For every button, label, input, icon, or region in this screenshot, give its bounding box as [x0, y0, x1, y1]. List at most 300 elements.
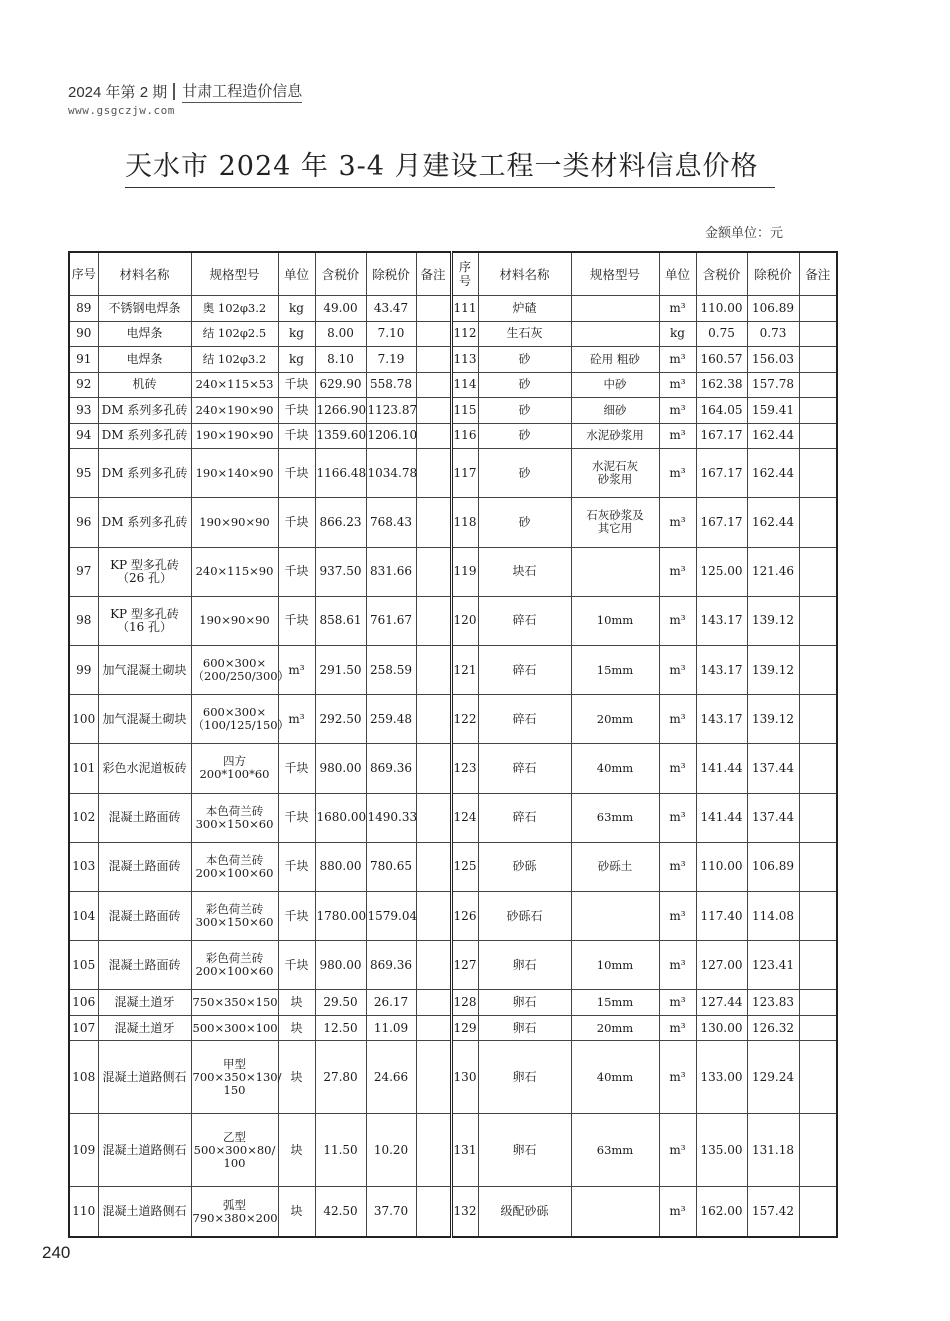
cell-spec: 15mm — [571, 645, 659, 694]
cell-seq: 108 — [69, 1041, 98, 1114]
cell-name: 不锈钢电焊条 — [98, 296, 191, 322]
cell-name: 混凝土路面砖 — [98, 891, 191, 940]
cell-name: DM 系列多孔砖 — [98, 423, 191, 449]
cell-seq: 117 — [451, 449, 478, 498]
cell-unit: m³ — [659, 296, 696, 322]
header-pretax-price-left: 除税价 — [366, 252, 416, 296]
cell-tax-price: 167.17 — [696, 498, 747, 547]
cell-unit: kg — [659, 321, 696, 347]
cell-seq: 93 — [69, 398, 98, 424]
cell-pretax-price: 831.66 — [366, 547, 416, 596]
cell-unit: 块 — [278, 1041, 315, 1114]
cell-seq: 101 — [69, 744, 98, 793]
cell-remark — [416, 296, 451, 322]
cell-pretax-price: 157.42 — [747, 1187, 799, 1237]
table-header-row — [69, 252, 837, 296]
table-row — [69, 891, 837, 940]
table-row — [69, 449, 837, 498]
cell-unit: m³ — [659, 744, 696, 793]
cell-pretax-price: 129.24 — [747, 1041, 799, 1114]
cell-remark — [799, 296, 837, 322]
cell-name: DM 系列多孔砖 — [98, 398, 191, 424]
header-spec-left: 规格型号 — [191, 252, 278, 296]
cell-name: 砂 — [478, 398, 571, 424]
cell-name: 碎石 — [478, 744, 571, 793]
cell-remark — [416, 1015, 451, 1041]
cell-pretax-price: 1579.04 — [366, 891, 416, 940]
cell-spec: 彩色荷兰砖 300×150×60 — [191, 891, 278, 940]
cell-spec — [571, 891, 659, 940]
cell-pretax-price: 139.12 — [747, 695, 799, 744]
cell-name: 碎石 — [478, 645, 571, 694]
cell-tax-price: 110.00 — [696, 842, 747, 891]
cell-seq: 125 — [451, 842, 478, 891]
table-row — [69, 1041, 837, 1114]
cell-pretax-price: 1034.78 — [366, 449, 416, 498]
cell-name: 混凝土道路侧石 — [98, 1041, 191, 1114]
cell-seq: 128 — [451, 990, 478, 1016]
cell-tax-price: 125.00 — [696, 547, 747, 596]
cell-unit: kg — [278, 296, 315, 322]
cell-remark — [416, 547, 451, 596]
cell-remark — [416, 321, 451, 347]
cell-spec: 20mm — [571, 695, 659, 744]
cell-pretax-price: 558.78 — [366, 372, 416, 398]
header-tax-price-left: 含税价 — [315, 252, 366, 296]
cell-name: 卵石 — [478, 1041, 571, 1114]
cell-seq: 112 — [451, 321, 478, 347]
cell-seq: 131 — [451, 1114, 478, 1187]
cell-remark — [799, 596, 837, 645]
cell-seq: 114 — [451, 372, 478, 398]
cell-unit: 千块 — [278, 398, 315, 424]
cell-remark — [799, 547, 837, 596]
cell-unit: m³ — [659, 372, 696, 398]
cell-name: 电焊条 — [98, 347, 191, 373]
cell-tax-price: 141.44 — [696, 744, 747, 793]
table-body — [69, 296, 837, 1238]
cell-tax-price: 160.57 — [696, 347, 747, 373]
table-row — [69, 347, 837, 373]
table-row — [69, 1015, 837, 1041]
cell-tax-price: 1680.00 — [315, 793, 366, 842]
cell-spec — [571, 547, 659, 596]
cell-tax-price: 164.05 — [696, 398, 747, 424]
cell-seq: 94 — [69, 423, 98, 449]
cell-name: 炉碴 — [478, 296, 571, 322]
cell-tax-price: 858.61 — [315, 596, 366, 645]
cell-tax-price: 980.00 — [315, 744, 366, 793]
price-table — [68, 251, 838, 1238]
cell-pretax-price: 162.44 — [747, 498, 799, 547]
cell-tax-price: 130.00 — [696, 1015, 747, 1041]
cell-remark — [416, 1041, 451, 1114]
cell-tax-price: 8.00 — [315, 321, 366, 347]
cell-spec: 190×190×90 — [191, 423, 278, 449]
cell-seq: 107 — [69, 1015, 98, 1041]
cell-remark — [416, 842, 451, 891]
cell-remark — [799, 891, 837, 940]
table-row — [69, 645, 837, 694]
cell-tax-price: 127.44 — [696, 990, 747, 1016]
cell-tax-price: 162.00 — [696, 1187, 747, 1237]
cell-remark — [799, 842, 837, 891]
cell-unit: 千块 — [278, 793, 315, 842]
cell-seq: 113 — [451, 347, 478, 373]
cell-tax-price: 143.17 — [696, 596, 747, 645]
page-title: 天水市 2024 年 3-4 月建设工程一类材料信息价格 — [125, 144, 775, 188]
cell-unit: m³ — [278, 645, 315, 694]
cell-remark — [416, 793, 451, 842]
cell-tax-price: 141.44 — [696, 793, 747, 842]
cell-unit: m³ — [278, 695, 315, 744]
cell-name: 砂 — [478, 347, 571, 373]
website-url: www.gsgczjw.com — [68, 104, 175, 117]
cell-name: 混凝土道路侧石 — [98, 1187, 191, 1237]
cell-seq: 116 — [451, 423, 478, 449]
cell-tax-price: 110.00 — [696, 296, 747, 322]
cell-spec: 本色荷兰砖 300×150×60 — [191, 793, 278, 842]
header-name-right: 材料名称 — [478, 252, 571, 296]
cell-spec: 190×90×90 — [191, 498, 278, 547]
cell-name: 砂砾 — [478, 842, 571, 891]
cell-unit: m³ — [659, 793, 696, 842]
cell-spec — [571, 1187, 659, 1237]
cell-pretax-price: 1490.33 — [366, 793, 416, 842]
cell-seq: 105 — [69, 941, 98, 990]
cell-tax-price: 1359.60 — [315, 423, 366, 449]
cell-name: KP 型多孔砖 （16 孔） — [98, 596, 191, 645]
cell-tax-price: 135.00 — [696, 1114, 747, 1187]
table-row — [69, 1187, 837, 1237]
cell-name: 电焊条 — [98, 321, 191, 347]
cell-pretax-price: 162.44 — [747, 449, 799, 498]
cell-spec: 600×300× （100/125/150） — [191, 695, 278, 744]
cell-remark — [799, 1187, 837, 1237]
cell-tax-price: 880.00 — [315, 842, 366, 891]
cell-unit: m³ — [659, 398, 696, 424]
cell-tax-price: 167.17 — [696, 423, 747, 449]
cell-unit: 千块 — [278, 547, 315, 596]
cell-unit: m³ — [659, 695, 696, 744]
cell-remark — [799, 372, 837, 398]
cell-pretax-price: 11.09 — [366, 1015, 416, 1041]
cell-remark — [799, 449, 837, 498]
cell-seq: 123 — [451, 744, 478, 793]
cell-name: 砂 — [478, 449, 571, 498]
cell-pretax-price: 137.44 — [747, 744, 799, 793]
cell-unit: kg — [278, 347, 315, 373]
cell-remark — [416, 449, 451, 498]
cell-name: 混凝土路面砖 — [98, 793, 191, 842]
cell-unit: m³ — [659, 1015, 696, 1041]
cell-unit: 千块 — [278, 842, 315, 891]
table-row — [69, 1114, 837, 1187]
cell-remark — [799, 423, 837, 449]
header-spec-right: 规格型号 — [571, 252, 659, 296]
cell-tax-price: 117.40 — [696, 891, 747, 940]
cell-spec: 彩色荷兰砖 200×100×60 — [191, 941, 278, 990]
cell-remark — [416, 398, 451, 424]
cell-pretax-price: 768.43 — [366, 498, 416, 547]
header-tax-price-right: 含税价 — [696, 252, 747, 296]
cell-unit: 千块 — [278, 941, 315, 990]
cell-unit: kg — [278, 321, 315, 347]
cell-spec: 750×350×150 — [191, 990, 278, 1016]
cell-spec: 40mm — [571, 1041, 659, 1114]
cell-pretax-price: 114.08 — [747, 891, 799, 940]
cell-name: 卵石 — [478, 941, 571, 990]
cell-seq: 92 — [69, 372, 98, 398]
table-row — [69, 941, 837, 990]
cell-remark — [799, 398, 837, 424]
cell-remark — [799, 1114, 837, 1187]
cell-seq: 115 — [451, 398, 478, 424]
cell-unit: m³ — [659, 891, 696, 940]
cell-name: 碎石 — [478, 793, 571, 842]
cell-spec: 本色荷兰砖 200×100×60 — [191, 842, 278, 891]
header-unit-right: 单位 — [659, 252, 696, 296]
cell-remark — [799, 1041, 837, 1114]
cell-pretax-price: 121.46 — [747, 547, 799, 596]
cell-pretax-price: 126.32 — [747, 1015, 799, 1041]
cell-name: 碎石 — [478, 695, 571, 744]
cell-remark — [416, 744, 451, 793]
cell-tax-price: 133.00 — [696, 1041, 747, 1114]
cell-pretax-price: 123.83 — [747, 990, 799, 1016]
cell-unit: 块 — [278, 990, 315, 1016]
cell-seq: 100 — [69, 695, 98, 744]
cell-name: KP 型多孔砖 （26 孔） — [98, 547, 191, 596]
cell-pretax-price: 139.12 — [747, 596, 799, 645]
cell-pretax-price: 131.18 — [747, 1114, 799, 1187]
cell-pretax-price: 7.10 — [366, 321, 416, 347]
cell-remark — [416, 990, 451, 1016]
cell-spec: 10mm — [571, 941, 659, 990]
table-row — [69, 596, 837, 645]
table-row — [69, 372, 837, 398]
cell-pretax-price: 139.12 — [747, 645, 799, 694]
cell-pretax-price: 7.19 — [366, 347, 416, 373]
cell-seq: 95 — [69, 449, 98, 498]
cell-name: 混凝土道牙 — [98, 1015, 191, 1041]
cell-pretax-price: 1123.87 — [366, 398, 416, 424]
cell-seq: 98 — [69, 596, 98, 645]
cell-remark — [799, 645, 837, 694]
cell-pretax-price: 869.36 — [366, 941, 416, 990]
cell-spec: 190×140×90 — [191, 449, 278, 498]
cell-spec: 中砂 — [571, 372, 659, 398]
cell-tax-price: 291.50 — [315, 645, 366, 694]
table-row — [69, 321, 837, 347]
cell-spec: 弧型 790×380×200 — [191, 1187, 278, 1237]
cell-seq: 97 — [69, 547, 98, 596]
cell-spec: 甲型 700×350×130/ 150 — [191, 1041, 278, 1114]
cell-pretax-price: 159.41 — [747, 398, 799, 424]
cell-seq: 89 — [69, 296, 98, 322]
page-number: 240 — [42, 1243, 71, 1262]
cell-remark — [416, 941, 451, 990]
cell-spec: 240×115×90 — [191, 547, 278, 596]
cell-unit: m³ — [659, 941, 696, 990]
table-row — [69, 744, 837, 793]
cell-name: 砂砾石 — [478, 891, 571, 940]
cell-tax-price: 27.80 — [315, 1041, 366, 1114]
cell-seq: 90 — [69, 321, 98, 347]
cell-seq: 124 — [451, 793, 478, 842]
cell-unit: m³ — [659, 498, 696, 547]
cell-unit: m³ — [659, 645, 696, 694]
table-row — [69, 498, 837, 547]
cell-unit: 块 — [278, 1114, 315, 1187]
cell-unit: m³ — [659, 1187, 696, 1237]
cell-name: 块石 — [478, 547, 571, 596]
cell-spec: 240×115×53 — [191, 372, 278, 398]
cell-spec: 500×300×100 — [191, 1015, 278, 1041]
cell-spec: 结 102φ3.2 — [191, 347, 278, 373]
cell-spec: 乙型 500×300×80/ 100 — [191, 1114, 278, 1187]
cell-unit: m³ — [659, 842, 696, 891]
cell-seq: 118 — [451, 498, 478, 547]
cell-pretax-price: 780.65 — [366, 842, 416, 891]
cell-name: 混凝土路面砖 — [98, 941, 191, 990]
cell-seq: 127 — [451, 941, 478, 990]
cell-pretax-price: 26.17 — [366, 990, 416, 1016]
cell-spec: 600×300× （200/250/300） — [191, 645, 278, 694]
cell-pretax-price: 137.44 — [747, 793, 799, 842]
cell-tax-price: 629.90 — [315, 372, 366, 398]
cell-remark — [416, 372, 451, 398]
cell-tax-price: 143.17 — [696, 645, 747, 694]
cell-name: 彩色水泥道板砖 — [98, 744, 191, 793]
cell-unit: m³ — [659, 990, 696, 1016]
cell-name: 卵石 — [478, 1015, 571, 1041]
cell-tax-price: 866.23 — [315, 498, 366, 547]
cell-pretax-price: 106.89 — [747, 842, 799, 891]
cell-remark — [416, 1114, 451, 1187]
cell-tax-price: 143.17 — [696, 695, 747, 744]
cell-remark — [416, 423, 451, 449]
journal-name: 甘肃工程造价信息 — [182, 80, 302, 103]
cell-tax-price: 292.50 — [315, 695, 366, 744]
cell-pretax-price: 24.66 — [366, 1041, 416, 1114]
cell-pretax-price: 37.70 — [366, 1187, 416, 1237]
cell-seq: 96 — [69, 498, 98, 547]
cell-seq: 129 — [451, 1015, 478, 1041]
cell-remark — [799, 941, 837, 990]
cell-name: 加气混凝土砌块 — [98, 695, 191, 744]
cell-remark — [799, 498, 837, 547]
cell-tax-price: 1266.90 — [315, 398, 366, 424]
cell-seq: 130 — [451, 1041, 478, 1114]
header-pretax-price-right: 除税价 — [747, 252, 799, 296]
cell-seq: 110 — [69, 1187, 98, 1237]
cell-spec: 四方 200*100*60 — [191, 744, 278, 793]
cell-seq: 132 — [451, 1187, 478, 1237]
cell-unit: m³ — [659, 547, 696, 596]
table-row — [69, 695, 837, 744]
cell-unit: m³ — [659, 1114, 696, 1187]
cell-name: 混凝土道牙 — [98, 990, 191, 1016]
cell-unit: m³ — [659, 449, 696, 498]
cell-seq: 104 — [69, 891, 98, 940]
cell-name: 混凝土路面砖 — [98, 842, 191, 891]
header-remark-left: 备注 — [416, 252, 451, 296]
cell-name: DM 系列多孔砖 — [98, 449, 191, 498]
cell-pretax-price: 156.03 — [747, 347, 799, 373]
cell-tax-price: 8.10 — [315, 347, 366, 373]
running-header — [68, 80, 302, 103]
cell-tax-price: 11.50 — [315, 1114, 366, 1187]
cell-spec: 砼用 粗砂 — [571, 347, 659, 373]
cell-seq: 103 — [69, 842, 98, 891]
cell-tax-price: 162.38 — [696, 372, 747, 398]
cell-pretax-price: 761.67 — [366, 596, 416, 645]
cell-name: 机砖 — [98, 372, 191, 398]
cell-tax-price: 127.00 — [696, 941, 747, 990]
cell-pretax-price: 157.78 — [747, 372, 799, 398]
issue-label: 2024 年第 2 期 — [68, 84, 168, 101]
cell-seq: 106 — [69, 990, 98, 1016]
cell-tax-price: 167.17 — [696, 449, 747, 498]
cell-unit: m³ — [659, 423, 696, 449]
cell-name: 加气混凝土砌块 — [98, 645, 191, 694]
cell-seq: 109 — [69, 1114, 98, 1187]
cell-seq: 121 — [451, 645, 478, 694]
cell-spec: 63mm — [571, 1114, 659, 1187]
cell-remark — [799, 793, 837, 842]
cell-remark — [416, 645, 451, 694]
cell-spec: 石灰砂浆及 其它用 — [571, 498, 659, 547]
cell-tax-price: 29.50 — [315, 990, 366, 1016]
table-row — [69, 990, 837, 1016]
cell-spec: 水泥砂浆用 — [571, 423, 659, 449]
cell-spec: 20mm — [571, 1015, 659, 1041]
cell-tax-price: 1166.48 — [315, 449, 366, 498]
cell-tax-price: 937.50 — [315, 547, 366, 596]
cell-seq: 122 — [451, 695, 478, 744]
header-seq-left: 序号 — [69, 252, 98, 296]
cell-pretax-price: 43.47 — [366, 296, 416, 322]
cell-name: 砂 — [478, 372, 571, 398]
cell-spec: 奥 102φ3.2 — [191, 296, 278, 322]
cell-spec: 结 102φ2.5 — [191, 321, 278, 347]
header-unit-left: 单位 — [278, 252, 315, 296]
cell-tax-price: 1780.00 — [315, 891, 366, 940]
cell-name: 混凝土道路侧石 — [98, 1114, 191, 1187]
cell-seq: 91 — [69, 347, 98, 373]
cell-pretax-price: 162.44 — [747, 423, 799, 449]
cell-seq: 126 — [451, 891, 478, 940]
header-remark-right: 备注 — [799, 252, 837, 296]
cell-tax-price: 980.00 — [315, 941, 366, 990]
cell-unit: 千块 — [278, 498, 315, 547]
currency-unit-note: 金额单位：元 — [705, 226, 784, 241]
cell-unit: m³ — [659, 1041, 696, 1114]
cell-remark — [416, 596, 451, 645]
cell-tax-price: 0.75 — [696, 321, 747, 347]
cell-pretax-price: 1206.10 — [366, 423, 416, 449]
cell-name: DM 系列多孔砖 — [98, 498, 191, 547]
cell-seq: 120 — [451, 596, 478, 645]
cell-spec: 水泥石灰 砂浆用 — [571, 449, 659, 498]
cell-spec: 63mm — [571, 793, 659, 842]
cell-unit: 块 — [278, 1187, 315, 1237]
cell-seq: 99 — [69, 645, 98, 694]
cell-remark — [799, 695, 837, 744]
cell-pretax-price: 258.59 — [366, 645, 416, 694]
cell-unit: 千块 — [278, 596, 315, 645]
